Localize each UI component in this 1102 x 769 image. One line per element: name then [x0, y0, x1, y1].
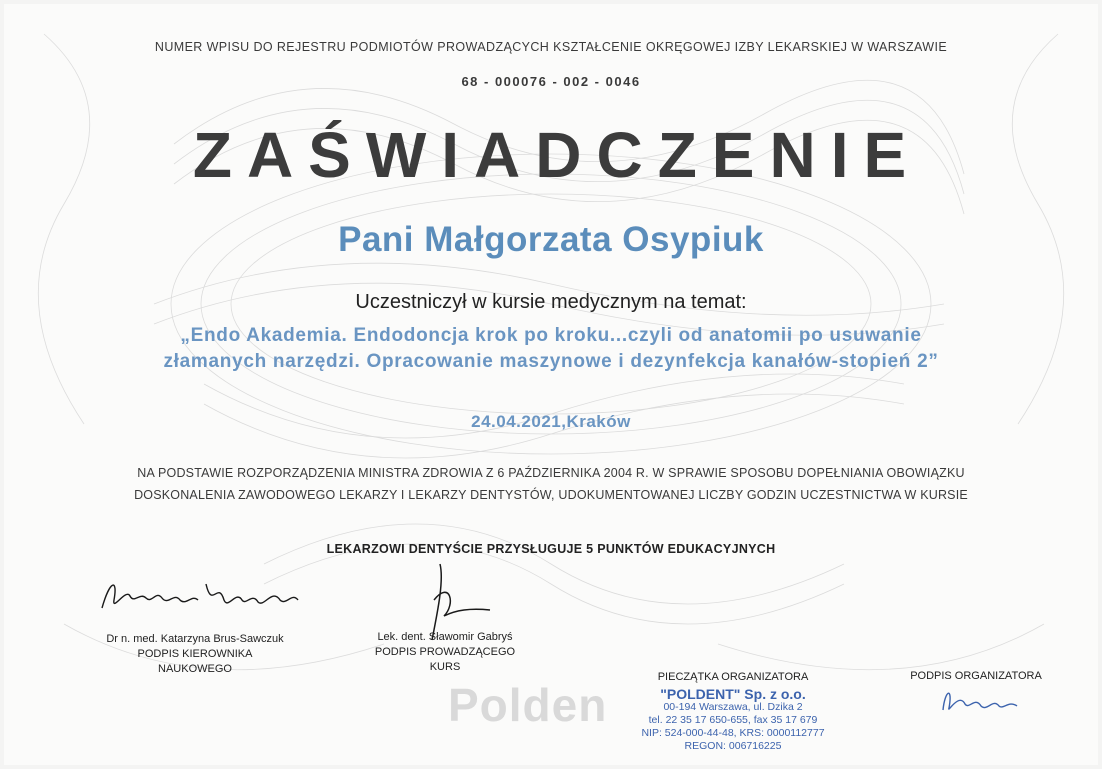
course-topic-line2: złamanych narzędzi. Opracowanie maszynowe i dezynfekcja kanałów-stopień 2” [163, 351, 939, 372]
stamp-company: "POLDENT" Sp. z o.o. [660, 686, 806, 702]
education-points: LEKARZOWI DENTYŚCIE PRZYSŁUGUJE 5 PUNKTÓW EDUKACYJNYCH [326, 542, 776, 556]
head-signature-block [70, 632, 320, 677]
course-topic-line1: „Endo Akademia. Endodoncja krok po kroku...czyli od anatomii po usuwanie [180, 325, 922, 346]
stamp-phone: tel. 22 35 17 650-655, fax 35 17 679 [648, 714, 818, 726]
date-place: 24.04.2021,Kraków [471, 412, 631, 431]
polden-logo: Polden [448, 679, 608, 731]
stamp-regon: REGON: 006716225 [684, 740, 782, 752]
registry-text: NUMER WPISU DO REJESTRU PODMIOTÓW PROWADZĄCYCH KSZTAŁCENIE OKRĘGOWEJ IZBY LEKARSKIEJ W WARSZAWIE [154, 40, 948, 54]
stamp-ids: NIP: 524-000-44-48, KRS: 0000112777 [641, 727, 825, 739]
certificate-title: ZAŚWIADCZENIE [192, 119, 922, 191]
lead-signature-block [340, 630, 550, 675]
head-handwritten-signature [96, 570, 306, 620]
legal-basis-line2: DOSKONALENIA ZAWODOWEGO LEKARZY I LEKARZY DENTYSTÓW, UDOKUMENTOWANEJ LICZBY GODZIN UCZESTNICTWA W KURSIE [134, 488, 968, 502]
stamp-label: PIECZĄTKA ORGANIZATORA [657, 671, 809, 683]
organizer-stamp [618, 670, 848, 753]
head-title-line1: PODPIS KIEROWNIKA [137, 648, 253, 660]
registry-number: 68 - 000076 - 002 - 0046 [461, 74, 641, 89]
head-name: Dr n. med. Katarzyna Brus-Sawczuk [106, 633, 284, 645]
lead-title-line2: KURS [429, 661, 461, 673]
course-intro: Uczestniczył w kursie medycznym na temat: [355, 291, 747, 313]
organizer-handwritten-signature [935, 680, 1025, 720]
stamp-address: 00-194 Warszawa, ul. Dzika 2 [663, 701, 803, 713]
lead-name: Lek. dent. Sławomir Gabryś [377, 631, 513, 643]
legal-basis-line1: NA PODSTAWIE ROZPORZĄDZENIA MINISTRA ZDROWIA Z 6 PAŹDZIERNIKA 2004 R. W SPRAWIE SPOSOBU DOPEŁNIANIA OBOWIĄZKU [137, 466, 965, 480]
organizer-signature-label: PODPIS ORGANIZATORA [910, 670, 1042, 682]
recipient-name: Pani Małgorzata Osypiuk [338, 220, 764, 259]
head-title-line2: NAUKOWEGO [158, 663, 232, 675]
lead-title-line1: PODPIS PROWADZĄCEGO [374, 646, 516, 658]
